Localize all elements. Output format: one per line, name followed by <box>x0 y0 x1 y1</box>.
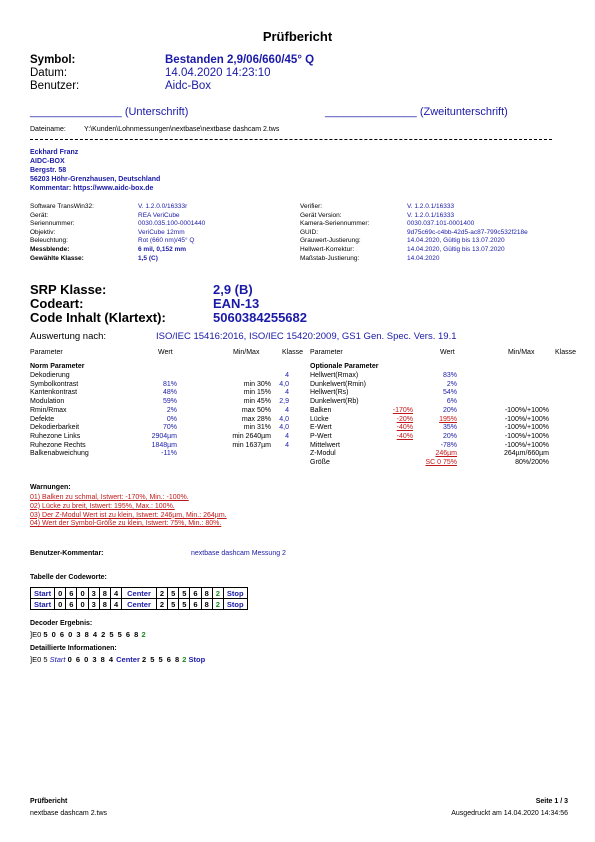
codeword-cell: 5 <box>179 588 190 599</box>
code-type-value: EAN-13 <box>213 296 260 311</box>
warning-item: 02) Lücke zu breit, Istwert: 195%, Max.: 100%. <box>30 502 175 510</box>
opt-param-value: 2% <box>446 380 457 388</box>
opt-param-name: Hellwert(Rs) <box>310 389 349 397</box>
param-value: -11% <box>161 450 177 458</box>
device-label: Gewählte Klasse: <box>30 254 84 262</box>
minmax-header-2: Min/Max <box>508 349 535 356</box>
srp-class-label: SRP Klasse: <box>30 282 107 297</box>
device-label: GUID: <box>300 228 319 236</box>
symbol-value: Bestanden 2,9/06/660/45° Q <box>165 54 315 66</box>
detailed-stop: Stop <box>188 655 206 664</box>
decoder-result <box>30 630 146 639</box>
company-city: 56203 Höhr-Grenzhausen, Deutschland <box>30 176 161 183</box>
codeword-cell: 6 <box>190 599 201 610</box>
opt-param-name: Z-Modul <box>310 450 336 458</box>
opt-param-value: 6% <box>446 398 457 406</box>
file-value: Y:\Kunden\Lohnmessungen\nextbase\nextbase dashcam 2.tws <box>84 126 280 133</box>
codewords-table <box>30 587 248 610</box>
codeword-cell: Center <box>122 599 157 610</box>
codeword-cell: 8 <box>99 599 110 610</box>
device-label: Messblende: <box>30 246 70 253</box>
opt-param-actual: -20% <box>396 415 413 423</box>
opt-param-value: SC 0 75% <box>425 459 457 466</box>
codeword-cell: Start <box>31 599 55 610</box>
opt-param-value: 20% <box>442 432 457 440</box>
device-label: Objektiv: <box>30 228 56 236</box>
param-name: Symbolkontrast <box>30 380 79 388</box>
param-value: 81% <box>162 380 177 388</box>
device-label: Gerät Version: <box>300 211 342 219</box>
warning-item: 03) Der Z-Modul Wert ist zu klein, Istwert: 246µm, Min.: 264µm. <box>30 511 227 519</box>
detailed-start: Start <box>49 655 66 664</box>
device-label: Hellwert-Korrektur: <box>300 246 355 253</box>
opt-param-name: Balken <box>310 406 332 414</box>
dashed-divider <box>30 139 552 140</box>
opt-param-value: 35% <box>442 424 457 432</box>
decoder-prefix: ]E0 <box>30 630 42 639</box>
opt-param-minmax: -100%/+100% <box>504 406 549 414</box>
detailed-first-digit: 5 <box>43 655 48 664</box>
user-comment-label: Benutzer-Kommentar: <box>30 550 104 557</box>
norm-params-title: Norm Parameter <box>30 363 85 370</box>
device-value: 14.04.2020, Gültig bis 13.07.2020 <box>407 246 505 253</box>
company-org: AIDC-BOX <box>30 158 65 165</box>
codeword-cell: 3 <box>88 599 99 610</box>
opt-param-name: Mittelwert <box>310 441 340 449</box>
decoder-digits: 5 0 6 0 3 8 4 2 5 5 6 8 <box>43 630 140 639</box>
footer-page: Seite 1 / 3 <box>535 798 568 805</box>
footer-title: Prüfbericht <box>30 798 68 805</box>
file-label: Dateiname: <box>30 126 66 133</box>
param-class: 4,0 <box>279 424 289 432</box>
codeword-cell: 2 <box>156 588 167 599</box>
device-value: Rot (660 nm)/45° Q <box>138 237 195 245</box>
param-name: Kantenkontrast <box>30 389 78 397</box>
device-value: V. 1.2.0.1/16333 <box>407 211 455 219</box>
param-class: 4 <box>285 389 289 397</box>
param-minmax: min 31% <box>243 424 271 432</box>
codewords-title: Tabelle der Codeworte: <box>30 574 107 581</box>
codeword-cell: 2 <box>212 588 223 599</box>
second-signature-line: _______________ (Zweitunterschrift) <box>325 106 508 118</box>
param-value: 70% <box>162 424 177 432</box>
company-comment: Kommentar: https://www.aidc-box.de <box>30 185 154 192</box>
device-label: Grauwert-Justierung: <box>300 237 361 245</box>
device-label: Maßstab-Justierung: <box>300 254 360 262</box>
device-value: V. 1.2.0.0/16333r <box>138 203 188 210</box>
opt-param-value: 246µm <box>435 450 457 458</box>
user-comment-value: nextbase dashcam Messung 2 <box>191 550 286 557</box>
codeword-cell: 8 <box>99 588 110 599</box>
detailed-check-digit: 2 <box>182 655 187 664</box>
evaluation-value: ISO/IEC 15416:2016, ISO/IEC 15420:2009, GS1 Gen. Spec. Vers. 19.1 <box>156 331 457 342</box>
detailed-prefix: ]E0 <box>30 655 42 664</box>
opt-param-actual: -170% <box>392 406 413 414</box>
opt-param-name: Dunkelwert(Rmin) <box>310 380 367 388</box>
class-header-2: Klasse <box>555 349 577 356</box>
codeword-cell: 6 <box>66 588 77 599</box>
warning-item: 04) Wert der Symbol-Größe zu klein, Istwert: 75%, Min.: 80%. <box>30 520 222 528</box>
param-value: 48% <box>162 389 177 397</box>
optional-params-title: Optionale Parameter <box>310 363 379 370</box>
param-name: Ruhezone Rechts <box>30 441 86 449</box>
evaluation-label: Auswertung nach: <box>30 331 107 342</box>
param-minmax: max 50% <box>241 406 271 414</box>
value-header: Wert <box>158 349 173 356</box>
detailed-left-digits: 0 6 0 3 8 4 <box>67 655 115 664</box>
codeword-cell: 2 <box>212 599 223 610</box>
codeword-row <box>31 599 248 610</box>
codeword-cell: 5 <box>168 588 179 599</box>
opt-param-name: Hellwert(Rmax) <box>310 372 359 379</box>
device-label: Gerät: <box>30 211 49 219</box>
device-label: Kamera-Seriennummer: <box>300 220 370 228</box>
value-header-2: Wert <box>440 349 455 356</box>
class-header: Klasse <box>282 349 304 356</box>
srp-class-value: 2,9 (B) <box>213 282 253 297</box>
param-class: 4,0 <box>279 415 289 423</box>
detailed-center: Center <box>116 655 140 664</box>
param-name: Defekte <box>30 415 55 423</box>
opt-param-minmax: 264µm/660µm <box>503 450 549 458</box>
opt-param-value: 195% <box>439 415 457 423</box>
codeword-cell: 4 <box>110 588 121 599</box>
warning-item: 01) Balken zu schmal, Istwert: -170%, Min.: -100%. <box>30 494 189 501</box>
param-class: 4 <box>285 406 289 414</box>
codeword-cell: 3 <box>88 588 99 599</box>
page-title: Prüfbericht <box>262 29 333 44</box>
code-type-label: Codeart: <box>30 296 84 311</box>
param-name: Dekodierung <box>30 372 70 379</box>
user-value: Aidc-Box <box>165 80 212 92</box>
footer-file: nextbase dashcam 2.tws <box>30 810 108 817</box>
opt-param-value: 83% <box>442 372 457 379</box>
param-minmax: min 30% <box>243 380 271 388</box>
opt-param-minmax: -100%/+100% <box>504 441 549 449</box>
param-class: 4,0 <box>279 380 289 388</box>
codeword-cell: Start <box>31 588 55 599</box>
detailed-info-line <box>30 655 205 664</box>
signature-line: _______________ (Unterschrift) <box>30 106 189 118</box>
param-header-2: Parameter <box>310 349 343 356</box>
opt-param-actual: -40% <box>396 432 413 440</box>
param-class: 4 <box>285 441 289 449</box>
codeword-cell: 5 <box>168 599 179 610</box>
codeword-cell: 8 <box>201 588 212 599</box>
param-value: 0% <box>166 415 177 423</box>
opt-param-minmax: -100%/+100% <box>504 424 549 432</box>
footer-printed: Ausgedruckt am 14.04.2020 14:34:56 <box>451 810 568 817</box>
param-header: Parameter <box>30 349 63 356</box>
opt-param-actual: -40% <box>396 424 413 432</box>
codeword-cell: 4 <box>110 599 121 610</box>
device-value: 6 mil, 0,152 mm <box>138 246 187 253</box>
param-name: Balkenabweichung <box>30 450 89 458</box>
user-label: Benutzer: <box>30 80 80 92</box>
param-value: 59% <box>162 398 177 406</box>
param-minmax: min 45% <box>243 398 271 406</box>
codeword-cell: 6 <box>190 588 201 599</box>
device-label: Verifier: <box>300 203 323 210</box>
param-class: 2,9 <box>279 398 289 406</box>
param-minmax: max 28% <box>241 415 271 423</box>
device-value: 9d75c69c-c4bb-42d5-ac87-799c532f218e <box>407 228 528 236</box>
opt-param-name: Dunkelwert(Rb) <box>310 398 359 406</box>
device-label: Beleuchtung: <box>30 237 68 245</box>
codeword-cell: 0 <box>55 588 66 599</box>
param-value: 2% <box>166 406 177 414</box>
param-name: Modulation <box>30 398 65 406</box>
opt-param-value: 54% <box>442 389 457 397</box>
company-street: Bergstr. 58 <box>30 167 67 174</box>
device-value: 0030.037.101-0001400 <box>407 220 475 228</box>
param-name: Rmin/Rmax <box>30 406 67 414</box>
device-value: VeriCube 12mm <box>138 228 185 236</box>
warnings-title: Warnungen: <box>30 484 71 491</box>
device-value: 14.04.2020, Gültig bis 13.07.2020 <box>407 237 505 245</box>
param-value: 1848µm <box>151 441 177 449</box>
decoder-check-digit: 2 <box>141 630 146 639</box>
code-content-value: 5060384255682 <box>213 310 307 325</box>
decoder-title: Decoder Ergebnis: <box>30 620 93 627</box>
codeword-cell: Center <box>122 588 157 599</box>
codeword-cell: 0 <box>55 599 66 610</box>
param-value: 2904µm <box>151 432 177 440</box>
date-label: Datum: <box>30 67 68 79</box>
codeword-row <box>31 588 248 599</box>
minmax-header: Min/Max <box>233 349 260 356</box>
opt-param-minmax: -100%/+100% <box>504 432 549 440</box>
device-value: 1,5 (C) <box>138 254 158 262</box>
device-value: 14.04.2020 <box>407 254 440 262</box>
codeword-cell: 6 <box>66 599 77 610</box>
symbol-label: Symbol: <box>30 54 76 66</box>
param-name: Ruhezone Links <box>30 432 81 440</box>
code-content-label: Code Inhalt (Klartext): <box>30 310 166 325</box>
device-label: Software TransWin32: <box>30 203 94 210</box>
codeword-cell: 8 <box>201 599 212 610</box>
param-minmax: min 1637µm <box>232 441 271 449</box>
codeword-cell: 0 <box>77 588 88 599</box>
opt-param-minmax: -100%/+100% <box>504 415 549 423</box>
param-class: 4 <box>285 372 289 379</box>
param-name: Dekodierbarkeit <box>30 424 80 432</box>
opt-param-name: Größe <box>310 459 330 466</box>
date-value: 14.04.2020 14:23:10 <box>165 67 271 79</box>
opt-param-name: P-Wert <box>310 432 332 440</box>
detailed-info-title: Detaillierte Informationen: <box>30 645 117 652</box>
device-value: REA VeriCube <box>138 211 180 219</box>
device-value: 0030.035.100-0001440 <box>138 220 206 228</box>
device-value: V. 1.2.0.1/16333 <box>407 203 455 210</box>
codeword-cell: Stop <box>223 588 247 599</box>
param-class: 4 <box>285 432 289 440</box>
opt-param-value: 20% <box>442 406 457 414</box>
company-name: Eckhard Franz <box>30 149 79 156</box>
codeword-cell: 2 <box>156 599 167 610</box>
device-label: Seriennummer: <box>30 220 75 228</box>
codeword-cell: 0 <box>77 599 88 610</box>
opt-param-name: E-Wert <box>310 424 332 432</box>
param-minmax: min 15% <box>243 389 271 397</box>
opt-param-name: Lücke <box>310 415 329 423</box>
codeword-cell: Stop <box>223 599 247 610</box>
detailed-right-digits: 2 5 5 6 8 <box>141 655 181 664</box>
opt-param-value: -78% <box>440 441 457 449</box>
opt-param-minmax: 80%/200% <box>515 459 549 466</box>
param-minmax: min 2640µm <box>232 432 271 440</box>
codeword-cell: 5 <box>179 599 190 610</box>
